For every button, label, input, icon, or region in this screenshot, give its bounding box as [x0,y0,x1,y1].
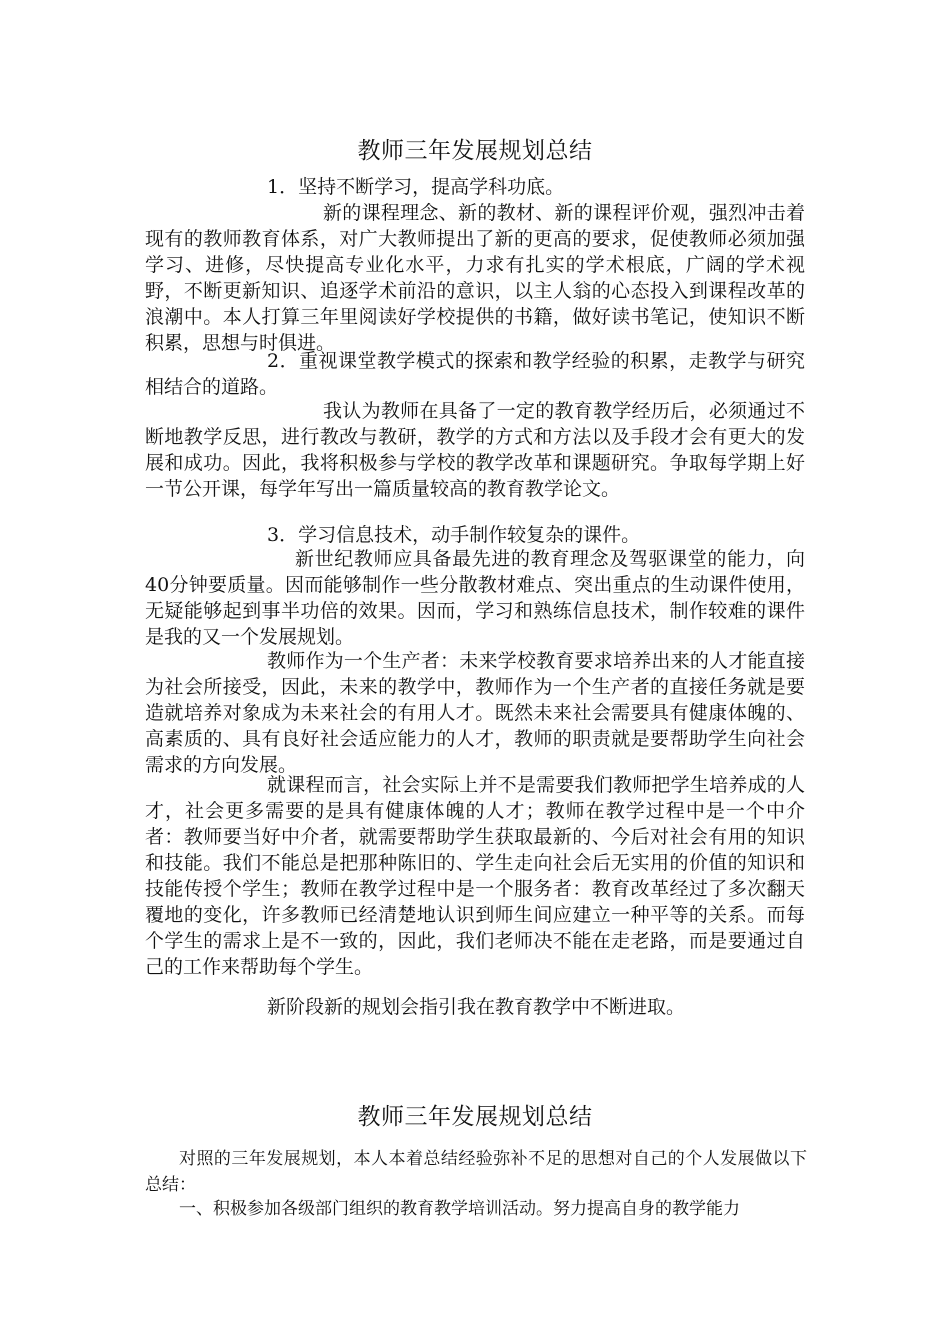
point-heading-2: 2．重视课堂教学模式的探索和教学经验的积累，走教学与研究相结合的道路。 [145,350,805,398]
paragraph-4: 教师作为一个生产者：未来学校教育要求培养出来的人才能直接为社会所接受，因此，未来的教学中，教师作为一个生产者的直接任务就是要造就培养对象成为未来社会的有用人才。既然未来社会需要具有健康体魄的、高素质的、具有良好社会适应能力的人才，教师的职责就是要帮助学生向社会需求的方向发展。 [145,650,805,776]
paragraph-3: 新世纪教师应具备最先进的教育理念及驾驱课堂的能力，向40分钟要质量。因而能够制作一些分散教材难点、突出重点的生动课件使用，无疑能够起到事半功倍的效果。因而，学习和熟练信息技术，制作较难的课件是我的又一个发展规划。 [145,548,805,648]
summary-paragraph-2: 一、积极参加各级部门组织的教育教学培训活动。努力提高自身的教学能力 [179,1199,740,1219]
paragraph-1: 新的课程理念、新的教材、新的课程评价观，强烈冲击着现有的教师教育体系，对广大教师提出了新的更高的要求，促使教师必须加强学习、进修，尽快提高专业化水平，力求有扎实的学术根底，广阔的学术视野，不断更新知识、追逐学术前沿的意识，以主人翁的心态投入到课程改革的浪潮中。本人打算三年里阅读好学校提供的书籍，做好读书笔记，使知识不断积累，思想与时俱进。 [145,202,805,354]
point-heading-3: 3．学习信息技术，动手制作较复杂的课件。 [267,524,641,546]
summary-paragraph-1: 对照的三年发展规划，本人本着总结经验弥补不足的思想对自己的个人发展做以下总结： [145,1149,807,1195]
paragraph-2: 我认为教师在具备了一定的教育教学经历后，必须通过不断地教学反思，进行教改与教研，教学的方式和方法以及手段才会有更大的发展和成功。因此，我将积极参与学校的教学改革和课题研究。争取每学期上好一节公开课，每学年写出一篇质量较高的教育教学论文。 [145,400,805,500]
paragraph-5: 就课程而言，社会实际上并不是需要我们教师把学生培养成的人才，社会更多需要的是具有健康体魄的人才；教师在教学过程中是一个中介者：教师要当好中介者，就需要帮助学生获取最新的、今后对社会有用的知识和技能。我们不能总是把那种陈旧的、学生走向社会后无实用的价值的知识和技能传授个学生；教师在教学过程中是一个服务者：教育改革经过了多次翻天覆地的变化，许多教师已经清楚地认识到师生间应建立一种平等的关系。而每个学生的需求上是不一致的，因此，我们老师决不能在走老路，而是要通过自己的工作来帮助每个学生。 [145,774,805,978]
page-title: 教师三年发展规划总结 [357,138,593,164]
section-title: 教师三年发展规划总结 [357,1104,593,1130]
paragraph-6: 新阶段新的规划会指引我在教育教学中不断进取。 [267,996,686,1018]
point-heading-1: 1．坚持不断学习，提高学科功底。 [267,176,565,198]
